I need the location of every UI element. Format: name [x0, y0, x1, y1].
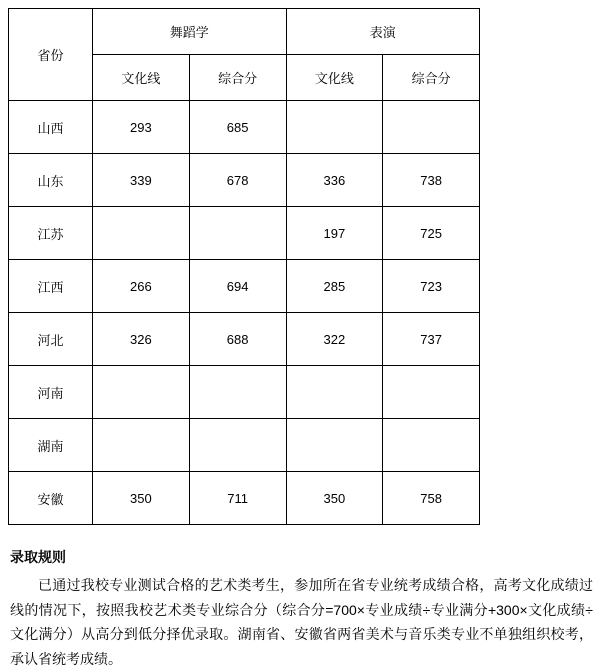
cell-performance-composite-score — [383, 366, 480, 419]
table-row — [9, 154, 480, 207]
cell-dance-composite-score — [189, 366, 286, 419]
cell-performance-culture-line: 285 — [286, 260, 383, 313]
column-header-major-performance: 表演 — [286, 9, 480, 55]
table-row — [9, 101, 480, 154]
row-province-label: 江西 — [9, 260, 93, 313]
cell-dance-culture-line: 350 — [93, 472, 190, 525]
row-province-label: 江苏 — [9, 207, 93, 260]
cell-dance-culture-line: 326 — [93, 313, 190, 366]
row-province-label: 山西 — [9, 101, 93, 154]
cell-dance-composite-score — [189, 419, 286, 472]
column-header-dance-composite-score: 综合分 — [189, 55, 286, 101]
cell-dance-composite-score: 694 — [189, 260, 286, 313]
cell-performance-culture-line — [286, 419, 383, 472]
cell-dance-culture-line — [93, 207, 190, 260]
table-row — [9, 207, 480, 260]
cell-performance-culture-line: 336 — [286, 154, 383, 207]
table-row — [9, 313, 480, 366]
cell-performance-culture-line — [286, 101, 383, 154]
row-province-label: 河北 — [9, 313, 93, 366]
column-header-performance-composite-score: 综合分 — [383, 55, 480, 101]
cell-dance-culture-line: 266 — [93, 260, 190, 313]
cell-dance-culture-line: 293 — [93, 101, 190, 154]
cell-performance-culture-line — [286, 366, 383, 419]
cell-dance-culture-line — [93, 419, 190, 472]
row-province-label: 湖南 — [9, 419, 93, 472]
table-header — [9, 9, 480, 101]
cell-performance-composite-score: 725 — [383, 207, 480, 260]
cell-dance-culture-line — [93, 366, 190, 419]
table-row — [9, 419, 480, 472]
cell-performance-culture-line: 322 — [286, 313, 383, 366]
cell-dance-culture-line: 339 — [93, 154, 190, 207]
admission-rules-title: 录取规则 — [10, 549, 66, 565]
column-header-dance-culture-line: 文化线 — [93, 55, 190, 101]
cell-performance-composite-score: 723 — [383, 260, 480, 313]
admission-rules-section — [8, 547, 597, 671]
cell-dance-composite-score: 688 — [189, 313, 286, 366]
row-province-label: 山东 — [9, 154, 93, 207]
admission-score-table — [8, 8, 480, 525]
cell-performance-composite-score — [383, 101, 480, 154]
cell-performance-composite-score: 758 — [383, 472, 480, 525]
row-province-label: 河南 — [9, 366, 93, 419]
cell-dance-composite-score: 678 — [189, 154, 286, 207]
column-header-province: 省份 — [9, 9, 93, 101]
cell-dance-composite-score: 685 — [189, 101, 286, 154]
table-header-row-major — [9, 9, 480, 55]
table-body — [9, 101, 480, 525]
column-header-major-dance: 舞蹈学 — [93, 9, 287, 55]
admission-rules-body: 已通过我校专业测试合格的艺术类考生，参加所在省专业统考成绩合格，高考文化成绩过线的情况下，按照我校艺术类专业综合分（综合分=700×专业成绩÷专业满分+300×文化成绩÷文化满分）从高分到低分择优录取。湖南省、安徽省两省美术与音乐类专业不单独组织校考，承认省统考成绩。 — [10, 577, 593, 667]
row-province-label: 安徽 — [9, 472, 93, 525]
cell-performance-composite-score: 737 — [383, 313, 480, 366]
cell-dance-composite-score — [189, 207, 286, 260]
cell-performance-culture-line: 197 — [286, 207, 383, 260]
cell-performance-composite-score — [383, 419, 480, 472]
column-header-performance-culture-line: 文化线 — [286, 55, 383, 101]
cell-dance-composite-score: 711 — [189, 472, 286, 525]
cell-performance-composite-score: 738 — [383, 154, 480, 207]
table-row — [9, 366, 480, 419]
cell-performance-culture-line: 350 — [286, 472, 383, 525]
table-row — [9, 472, 480, 525]
table-row — [9, 260, 480, 313]
